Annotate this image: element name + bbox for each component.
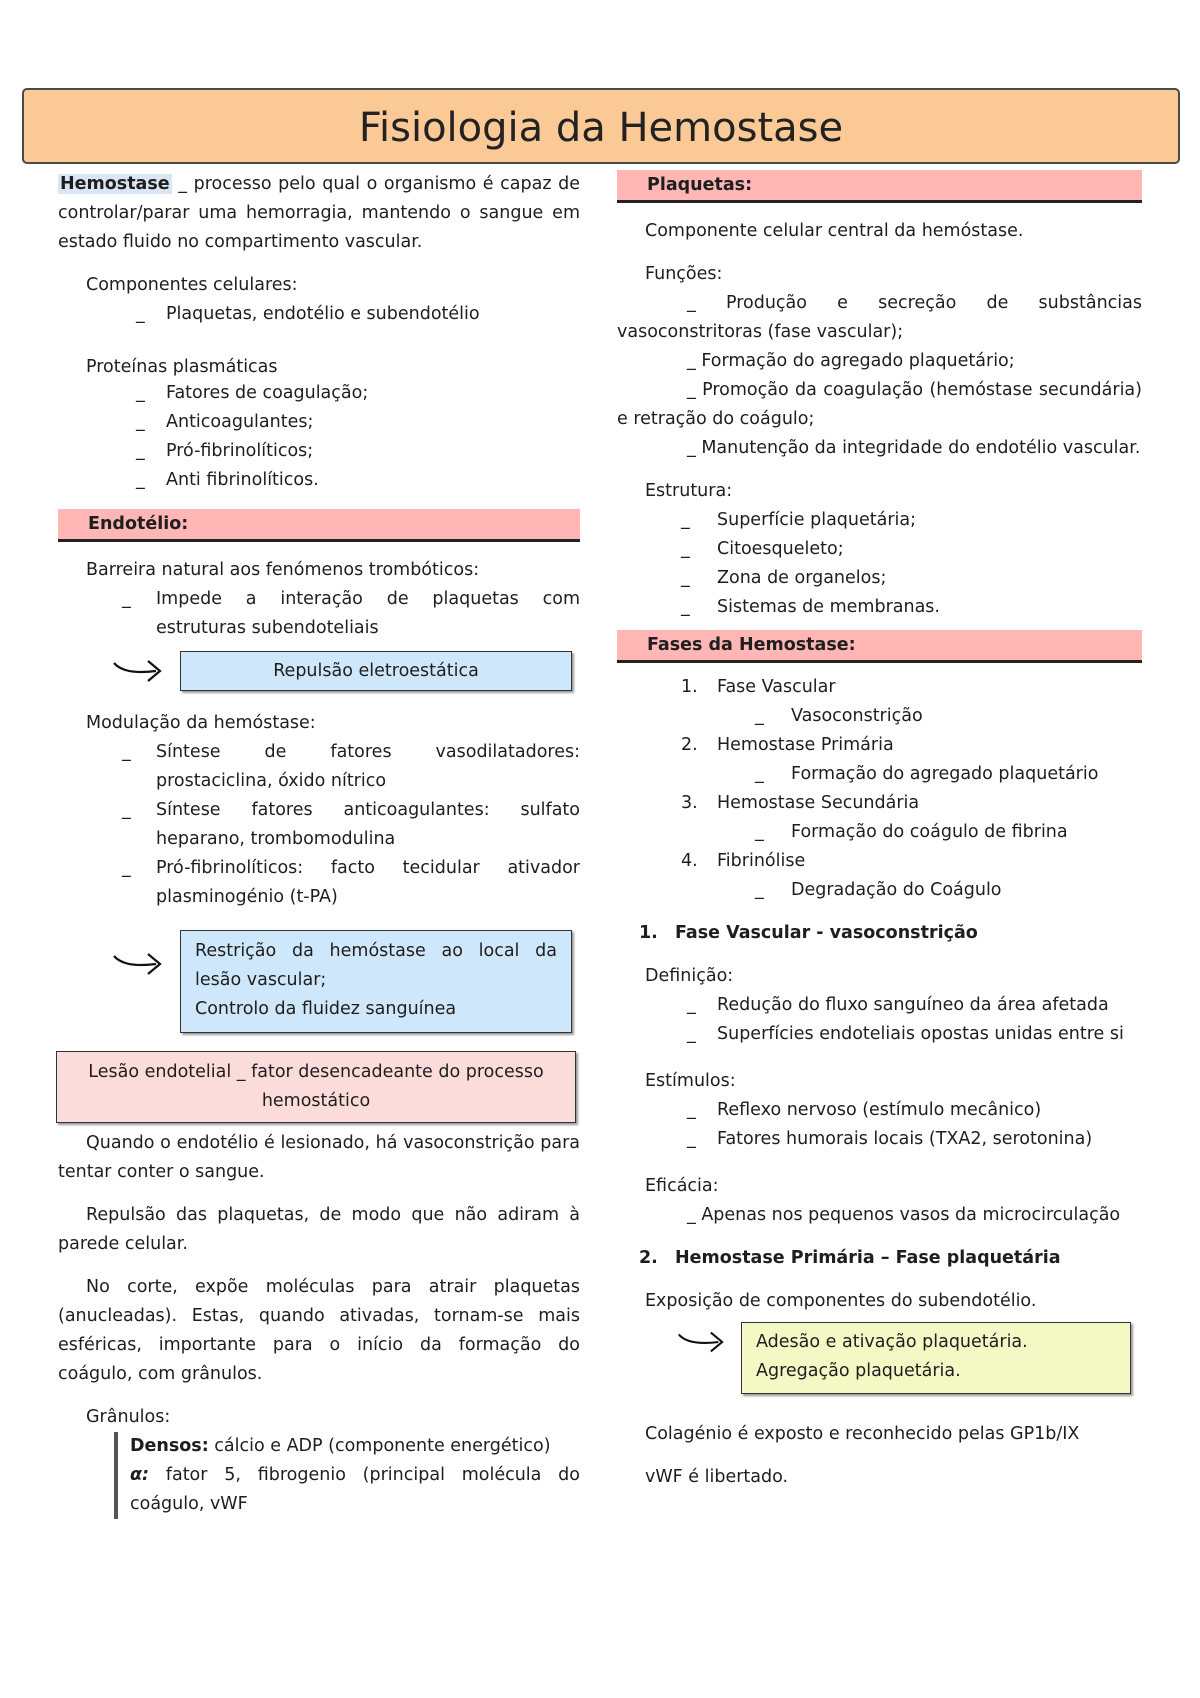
section-2-title: 2. Hemostase Primária – Fase plaquetária [639, 1248, 1061, 1268]
granulos-list [114, 1432, 580, 1519]
list-item: _ Anticoagulantes; [136, 412, 314, 432]
list-item: _ Síntese fatores anticoagulantes: sulfato heparano, trombomodulina [122, 800, 580, 849]
proteinas-label: Proteínas plasmáticas [86, 357, 278, 377]
list-item: _ Promoção da coagulação (hemóstase secundária) e retração do coágulo; [617, 380, 1142, 429]
list-item: _ Manutenção da integridade do endotélio vascular. [687, 438, 1141, 458]
list-item: _ Anti fibrinolíticos. [136, 470, 319, 490]
estrutura-label: Estrutura: [645, 481, 733, 501]
list-item: _ Formação do agregado plaquetário; [687, 351, 1015, 371]
fase-subitem: _ Vasoconstrição [755, 706, 923, 726]
restricao-box: Restrição da hemóstase ao local da lesão vascular; Controlo da fluidez sanguínea [180, 930, 572, 1033]
alpha-item: α: fator 5, fibrogenio (principal molécula do coágulo, vWF [130, 1465, 580, 1514]
paragraph: Repulsão das plaquetas, de modo que não adiram à parede celular. [58, 1205, 580, 1254]
curved-arrow-icon [110, 944, 180, 984]
funcoes-label: Funções: [645, 264, 723, 284]
estimulos-label: Estímulos: [645, 1071, 736, 1091]
list-item: _ Superfície plaquetária; [681, 510, 917, 530]
plaquetas-section-header: Plaquetas: [617, 170, 1142, 203]
fase-subitem: _ Formação do agregado plaquetário [755, 764, 1099, 784]
list-item: _ Zona de organelos; [681, 568, 887, 588]
hemostase-term: Hemostase [60, 174, 170, 194]
paragraph: No corte, expõe moléculas para atrair plaquetas (anucleadas). Estas, quando ativadas, tornam-se mais esféricas, importante para o início da formação do coágulo, com grânulos. [58, 1277, 580, 1384]
right-column [617, 170, 1142, 1492]
intro-definition: Hemostase _ processo pelo qual o organismo é capaz de controlar/parar uma hemorragia, mantendo o sangue em estado fluido no compartimento vascular. [58, 174, 580, 252]
modulacao-label: Modulação da hemóstase: [86, 713, 316, 733]
fase-item: 1. Fase Vascular [681, 677, 836, 697]
definicao-label: Definição: [645, 966, 734, 986]
list-item: _ Produção e secreção de substâncias vasoconstritoras (fase vascular); [617, 293, 1142, 342]
list-item: _ Superfícies endoteliais opostas unidas entre si [687, 1024, 1124, 1044]
endotelio-section-header: Endotélio: [58, 509, 580, 542]
lesao-endotelial-box: Lesão endotelial _ fator desencadeante do processo hemostático [56, 1051, 576, 1123]
list-item: _ Reflexo nervoso (estímulo mecânico) [687, 1100, 1042, 1120]
repulsao-row [58, 651, 580, 691]
section-1-title: 1. Fase Vascular - vasoconstrição [639, 923, 978, 943]
restricao-row [58, 930, 580, 1033]
list-item: _ Pró-fibrinolíticos; [136, 441, 314, 461]
vwf-text: vWF é libertado. [645, 1467, 789, 1487]
densos-item: Densos: cálcio e ADP (componente energético) [130, 1436, 551, 1456]
list-item: _ Impede a interação de plaquetas com estruturas subendoteliais [122, 589, 580, 638]
curved-arrow-icon [110, 651, 180, 691]
list-item: _ Pró-fibrinolíticos: facto tecidular ativador plasminogénio (t-PA) [122, 858, 580, 907]
fase-subitem: _ Formação do coágulo de fibrina [755, 822, 1068, 842]
list-item: _ Fatores de coagulação; [136, 383, 369, 403]
fases-section-header: Fases da Hemostase: [617, 630, 1142, 663]
adesao-box: Adesão e ativação plaquetária. Agregação plaquetária. [741, 1322, 1131, 1394]
fase-item: 3. Hemostase Secundária [681, 793, 920, 813]
list-item: _ Citoesqueleto; [681, 539, 844, 559]
fase-item: 4. Fibrinólise [681, 851, 806, 871]
eficacia-label: Eficácia: [645, 1176, 719, 1196]
curved-arrow-icon [675, 1322, 741, 1362]
list-item: _ Apenas nos pequenos vasos da microcirculação [687, 1205, 1121, 1225]
list-item: _ Plaquetas, endotélio e subendotélio [136, 304, 480, 324]
page-title: Fisiologia da Hemostase [22, 88, 1180, 164]
list-item: _ Síntese de fatores vasodilatadores: prostaciclina, óxido nítrico [122, 742, 580, 791]
plaquetas-description: Componente celular central da hemóstase. [645, 221, 1024, 241]
list-item: _ Sistemas de membranas. [681, 597, 940, 617]
colagenio-text: Colagénio é exposto e reconhecido pelas GP1b/IX [645, 1424, 1080, 1444]
adesao-row [617, 1322, 1142, 1394]
exposicao-text: Exposição de componentes do subendotélio. [645, 1291, 1037, 1311]
repulsao-box: Repulsão eletroestática [180, 651, 572, 691]
left-column [58, 170, 580, 1519]
fase-item: 2. Hemostase Primária [681, 735, 894, 755]
list-item: _ Fatores humorais locais (TXA2, serotonina) [687, 1129, 1093, 1149]
barreira-label: Barreira natural aos fenómenos trombóticos: [86, 560, 480, 580]
componentes-label: Componentes celulares: [86, 275, 298, 295]
paragraph: Quando o endotélio é lesionado, há vasoconstrição para tentar conter o sangue. [58, 1133, 580, 1182]
list-item: _ Redução do fluxo sanguíneo da área afetada [687, 995, 1109, 1015]
granulos-label: Grânulos: [86, 1407, 171, 1427]
fase-subitem: _ Degradação do Coágulo [755, 880, 1002, 900]
